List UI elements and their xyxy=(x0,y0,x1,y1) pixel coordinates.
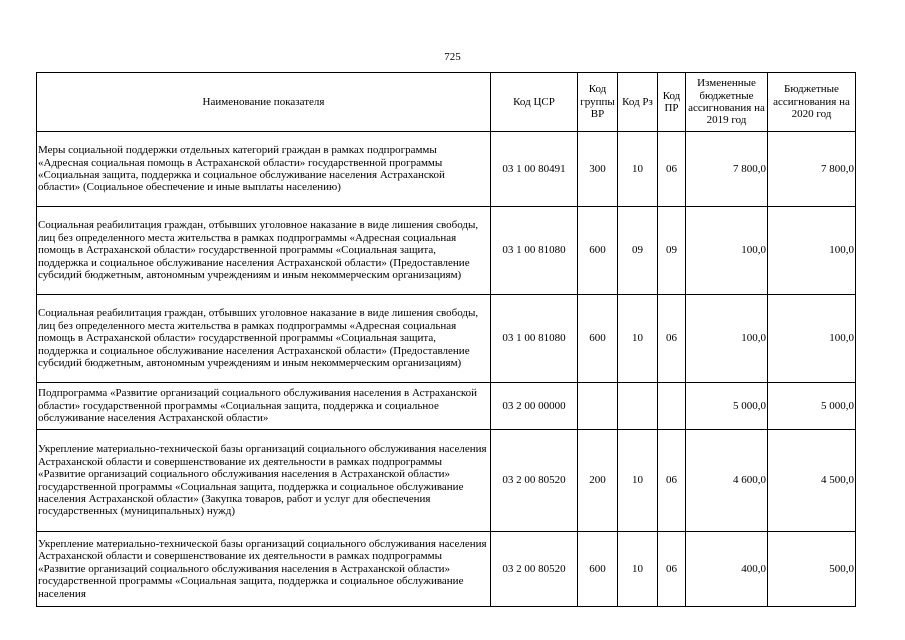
header-name: Наименование показателя xyxy=(37,73,491,132)
table-row xyxy=(37,295,856,383)
row-rz: 10 xyxy=(618,532,658,607)
header-2020: Бюджетные ассигнования на 2020 год xyxy=(768,73,856,132)
row-csr: 03 1 00 81080 xyxy=(491,207,578,295)
row-2020: 100,0 xyxy=(768,295,856,383)
header-csr: Код ЦСР xyxy=(491,73,578,132)
row-name: Укрепление материально-технической базы организаций социального обслуживания населения Астраханской области и совершенствование их деятельности в рамках подпрограммы «Развитие организаций социального обслуживания населения в Астраханской области» государственной программы «Социальная защита, поддержка и социальное обслуживание населения xyxy=(37,532,491,607)
row-rz: 09 xyxy=(618,207,658,295)
row-csr: 03 2 00 00000 xyxy=(491,383,578,430)
row-pr: 09 xyxy=(658,207,686,295)
row-vr: 200 xyxy=(578,430,618,532)
row-2019: 4 600,0 xyxy=(686,430,768,532)
row-2020: 500,0 xyxy=(768,532,856,607)
row-rz: 10 xyxy=(618,295,658,383)
row-vr: 600 xyxy=(578,295,618,383)
row-name: Подпрограмма «Развитие организаций социального обслуживания населения в Астраханской области» государственной программы «Социальная защита, поддержка и социальное обслуживание населения Астраханской области» xyxy=(37,383,491,430)
row-2019: 7 800,0 xyxy=(686,132,768,207)
page-number: 725 xyxy=(444,51,461,63)
row-csr: 03 2 00 80520 xyxy=(491,532,578,607)
row-pr: 06 xyxy=(658,430,686,532)
row-2020: 4 500,0 xyxy=(768,430,856,532)
row-rz: 10 xyxy=(618,430,658,532)
row-name: Социальная реабилитация граждан, отбывших уголовное наказание в виде лишения свободы, лиц без определенного места жительства в рамках подпрограммы «Адресная социальная помощь в Астраханской области» государственной программы «Социальная защита, поддержка и социальное обслуживание населения Астраханской области» (Предоставление субсидий бюджетным, автономным учреждениям и иным некоммерческим организациям) xyxy=(37,207,491,295)
row-2020: 5 000,0 xyxy=(768,383,856,430)
row-vr: 300 xyxy=(578,132,618,207)
row-pr: 06 xyxy=(658,132,686,207)
header-vr: Код группы ВР xyxy=(578,73,618,132)
row-2019: 5 000,0 xyxy=(686,383,768,430)
row-pr xyxy=(658,383,686,430)
header-rz: Код Рз xyxy=(618,73,658,132)
table-row xyxy=(37,383,856,430)
row-2020: 100,0 xyxy=(768,207,856,295)
row-vr: 600 xyxy=(578,532,618,607)
row-csr: 03 1 00 81080 xyxy=(491,295,578,383)
table-row xyxy=(37,132,856,207)
budget-table xyxy=(36,72,856,607)
row-pr: 06 xyxy=(658,295,686,383)
row-name: Меры социальной поддержки отдельных категорий граждан в рамках подпрограммы «Адресная социальная помощь в Астраханской области» государственной программы «Социальная защита, поддержка и социальное обслуживание населения Астраханской области» (Социальное обеспечение и иные выплаты населению) xyxy=(37,132,491,207)
row-csr: 03 1 00 80491 xyxy=(491,132,578,207)
header-row xyxy=(37,73,856,132)
row-rz xyxy=(618,383,658,430)
header-2019: Измененные бюджетные ассигнования на 2019 год xyxy=(686,73,768,132)
row-rz: 10 xyxy=(618,132,658,207)
row-2019: 100,0 xyxy=(686,207,768,295)
table-row xyxy=(37,207,856,295)
table-row xyxy=(37,532,856,607)
row-2020: 7 800,0 xyxy=(768,132,856,207)
row-vr: 600 xyxy=(578,207,618,295)
row-vr xyxy=(578,383,618,430)
header-pr: Код ПР xyxy=(658,73,686,132)
row-2019: 100,0 xyxy=(686,295,768,383)
table-row xyxy=(37,430,856,532)
row-csr: 03 2 00 80520 xyxy=(491,430,578,532)
row-name: Социальная реабилитация граждан, отбывших уголовное наказание в виде лишения свободы, лиц без определенного места жительства в рамках подпрограммы «Адресная социальная помощь в Астраханской области» государственной программы «Социальная защита, поддержка и социальное обслуживание населения Астраханской области» (Предоставление субсидий бюджетным, автономным учреждениям и иным некоммерческим организациям) xyxy=(37,295,491,383)
row-name: Укрепление материально-технической базы организаций социального обслуживания населения Астраханской области и совершенствование их деятельности в рамках подпрограммы «Развитие организаций социального обслуживания населения в Астраханской области» государственной программы «Социальная защита, поддержка и социальное обслуживание населения Астраханской области» (Закупка товаров, работ и услуг для обеспечения государственных (муниципальных) нужд) xyxy=(37,430,491,532)
row-2019: 400,0 xyxy=(686,532,768,607)
row-pr: 06 xyxy=(658,532,686,607)
